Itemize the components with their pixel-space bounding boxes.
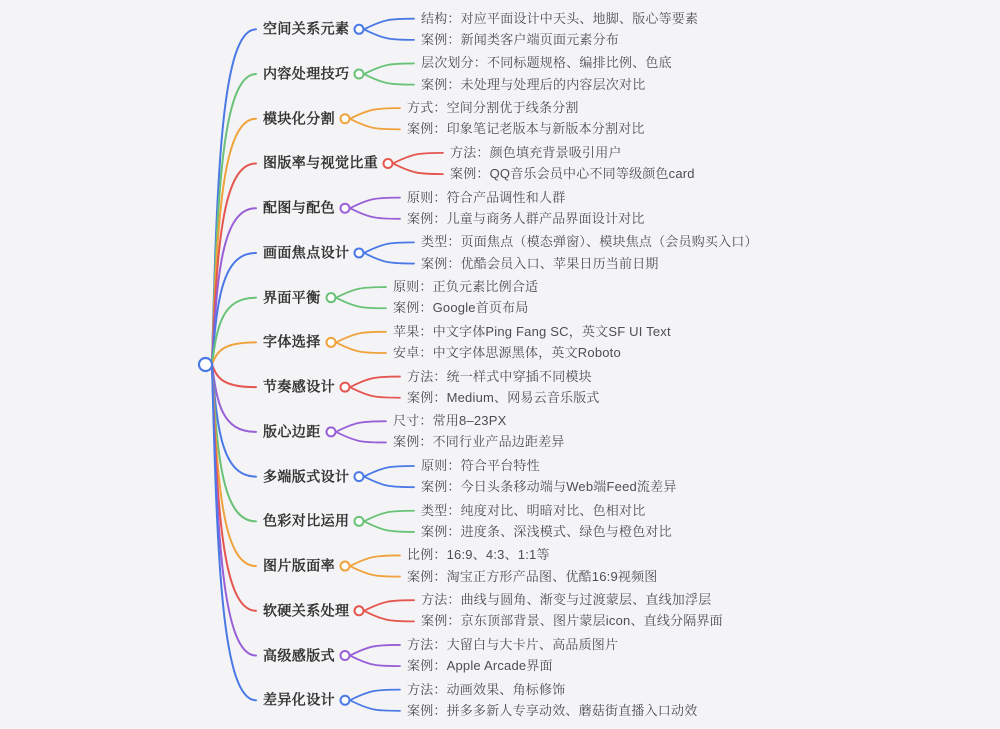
detail-node[interactable]: 案例：Medium、网易云音乐版式 [407,389,600,405]
detail-node[interactable]: 案例：印象笔记老版本与新版本分割对比 [407,121,645,137]
detail-node[interactable]: 层次划分：不同标题规格、编排比例、色底 [421,55,672,71]
detail-node[interactable]: 案例：QQ音乐会员中心不同等级颜色card [450,166,695,182]
detail-node[interactable]: 方法：颜色填充背景吸引用户 [450,145,622,161]
detail-node[interactable]: 案例：儿童与商务人群产品界面设计对比 [407,211,645,227]
detail-node[interactable]: 案例：不同行业产品边距差异 [393,434,565,450]
topic-node[interactable]: 图版率与视觉比重 [263,155,379,172]
detail-node[interactable]: 案例：Apple Arcade界面 [407,658,553,674]
detail-node[interactable]: 案例：今日头条移动端与Web端Feed流差异 [421,479,677,495]
detail-node[interactable]: 结构：对应平面设计中天头、地脚、版心等要素 [421,10,699,26]
topic-node[interactable]: 界面平衡 [263,289,321,306]
topic-node[interactable]: 版心边距 [263,423,321,440]
detail-node[interactable]: 案例：新闻类客户端页面元素分布 [421,32,620,48]
detail-node[interactable]: 案例：淘宝正方形产品图、优酷16:9视频图 [407,568,658,584]
topic-node[interactable]: 空间关系元素 [263,20,350,37]
topic-node[interactable]: 差异化设计 [263,691,335,708]
topic-node[interactable]: 模块化分割 [263,110,335,127]
topic-node[interactable]: 软硬关系处理 [263,602,350,619]
detail-node[interactable]: 方法：曲线与圆角、渐变与过渡蒙层、直线加浮层 [421,592,712,608]
detail-node[interactable]: 苹果：中文字体Ping Fang SC，英文SF UI Text [393,324,671,339]
detail-node[interactable]: 尺寸：常用8–23PX [393,413,507,429]
topic-node[interactable]: 色彩对比运用 [263,512,350,529]
detail-node[interactable]: 类型：纯度对比、明暗对比、色相对比 [421,502,646,518]
detail-node[interactable]: 方法：大留白与大卡片、高品质图片 [407,637,619,653]
topic-node[interactable]: 配图与配色 [263,199,335,216]
detail-node[interactable]: 方法：统一样式中穿插不同模块 [407,368,592,384]
topic-node[interactable]: 高级感版式 [263,647,335,664]
detail-node[interactable]: 案例：京东顶部背景、图片蒙层icon、直线分隔界面 [421,613,723,629]
detail-node[interactable]: 案例：进度条、深浅模式、绿色与橙色对比 [421,524,672,540]
detail-node[interactable]: 比例：16:9、4:3、1:1等 [407,547,550,563]
detail-node[interactable]: 安卓：中文字体思源黑体，英文Roboto [393,345,621,361]
topic-node[interactable]: 画面焦点设计 [263,244,350,261]
detail-node[interactable]: 原则：正负元素比例合适 [393,279,539,295]
detail-node[interactable]: 类型：页面焦点（模态弹窗）、模块焦点（会员购买入口） [421,234,758,250]
detail-node[interactable]: 案例：Google首页布局 [393,300,529,316]
topic-node[interactable]: 内容处理技巧 [263,65,350,82]
detail-node[interactable]: 方法：动画效果、角标修饰 [407,681,566,697]
topic-node[interactable]: 节奏感设计 [263,378,335,395]
detail-node[interactable]: 方式：空间分割优于线条分割 [407,100,579,116]
topic-node[interactable]: 字体选择 [263,334,321,351]
detail-node[interactable]: 原则：符合产品调性和人群 [407,189,566,205]
detail-node[interactable]: 案例：拼多多新人专享动效、蘑菇街直播入口动效 [407,703,698,719]
detail-node[interactable]: 案例：优酷会员入口、苹果日历当前日期 [421,255,659,271]
topic-node[interactable]: 图片版面率 [263,557,335,574]
detail-node[interactable]: 案例：未处理与处理后的内容层次对比 [421,76,646,92]
detail-node[interactable]: 原则：符合平台特性 [421,458,540,474]
topic-node[interactable]: 多端版式设计 [263,468,350,485]
